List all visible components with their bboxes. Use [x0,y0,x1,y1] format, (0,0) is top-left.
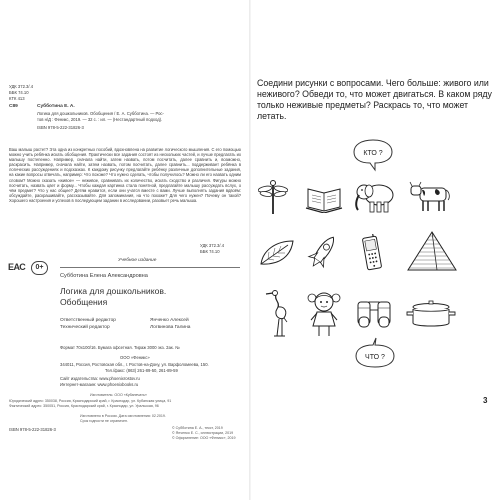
age-rating-badge: 0+ [31,261,48,275]
actual-address: Фактический адрес: 350051, Россия, Краснодарский край, г. Краснодар, ул. Уральская, 96 [9,404,159,408]
udk-code: УДК 372.3/.4 [9,84,34,89]
who-speech-bubble [352,138,394,172]
isbn-bottom: ISBN 978-5-222-31826-3 [9,427,56,432]
author-code: С89 [9,104,18,109]
edition-label: Учебное издание [118,258,157,263]
publisher-site: Сайт издательства: www.phoenixrostov.ru [60,376,140,381]
copyright-line-3: © Оформление: ООО «Феникс», 2019 [172,436,236,440]
what-speech-bubble [354,336,396,370]
cow-picture[interactable] [408,180,452,214]
bbk-short: ББК 74.10 [200,249,220,254]
book-abstract: Ваш малыш растет? Эта одна из конкретных пособий, вдохновлена на развитие логического мышления. С его помощью можно учить ребёнка искать обобщения. Практически все задания состоят из нескольких частей, и лучше предлагать их малышу постепенно. Например, сначала найти, затем назвать, потом посчитать, далее сравнить и, возможно, раскрасить. Например, сначала найти, затем назвать, потом посчитать, далее сравнить... поддерживает ребёнка в логических рассуждениях и подсказках. К каждому рисунку предлагайте ребёнку различные дополнительные задания, на какие вопросы отвечать, например: Что похоже? Что нужно сделать, чтобы получилось? Можно ли его назвать одним словом? Можно сказать «живое» — неживое, сравнивать их количество, искать сходство и различия. Фигуры можно посчитать, назвать цвет и форму... Чтобы каждая картинка стала понятной, предлагайте малышу рассуждать вслух, о чём предмет? Что у нас общее? Детям нравится, если они учатся вместе с вами. Лучше выполнять задания вдвоём: обсуждайте, раскрашивайте, рассказывайте. Для запоминания, на что похоже? Для чего нужен? Почему он такой? Хорошего настроения и успехов в последующем задании в исследовании, разовьет речь малыша. [9,147,241,203]
ktk-code: КТК 413 [9,96,25,101]
publisher-shop: Интернет-магазин: www.phoenixbooks.ru [60,382,139,387]
bibliographic-line-1: Логика для дошкольников. Обобщения / Е. А. Субботина. — Рос- [37,111,164,116]
editor-label: Ответственный редактор [60,318,116,323]
rocket-picture[interactable] [305,232,341,272]
format-line: Формат 70х100/16. Бумага офсетная. Тираж 3000 экз. Зак. № [60,345,180,350]
what-label: ЧТО ? [365,354,385,361]
who-label: КТО ? [363,150,383,157]
publisher-name: ООО «Феникс» [120,355,150,360]
bbk-code: ББК 74.10 [9,90,29,95]
publisher-address: 344011, Россия, Ростовская обл., г. Ростов-на-Дону, ул. Варфоломеева, 150. [60,362,209,367]
book-picture[interactable] [304,183,344,213]
manufacturer: Изготовитель: ООО «Кубанечать» [90,393,147,397]
girl-picture[interactable] [306,288,342,340]
tech-editor-name: Логвинова Галина [150,325,191,330]
pyramid-picture[interactable] [405,230,459,274]
author-full-name: Субботина Елена Александровна [60,273,148,279]
bibliographic-line-2: тов н/Д : Феникс, 2019. — 32 с. : ил. — (Нестандартный подход). [37,117,163,122]
editor-name: Янченко Алексей [150,318,189,323]
udk-short: УДК 372.3/.4 [200,243,225,248]
pot-picture[interactable] [405,298,457,330]
heron-picture[interactable] [262,288,290,340]
tech-editor-label: Технический редактор [60,325,110,330]
elephant-picture[interactable] [353,180,397,216]
copyright-line-2: © Янченко Е. С., иллюстрации, 2019 [172,431,234,435]
production-note: Изготовлено в России. Дата изготовления: 02.2019. [80,414,166,418]
copyright-line-1: © Субботина Е. А., текст, 2019 [172,426,223,430]
mobile-phone-picture[interactable] [360,234,384,272]
book-title-line-1: Логика для дошкольников. [60,286,167,296]
dragonfly-picture[interactable] [258,178,288,216]
task-instructions: Соедини рисунки с вопросами. Чего больше: живого или неживого? Обведи то, что может двигаться. В каком ряду только неживые предметы? Раскрась то, что может летать. [257,78,492,121]
eac-mark: ЕАС [8,262,26,272]
book-title-line-2: Обобщения [60,297,108,307]
page-number: 3 [483,396,488,405]
binoculars-picture[interactable] [354,296,394,330]
leaf-picture[interactable] [258,238,296,268]
divider [60,267,240,268]
isbn-top: ISBN 978-5-222-31826-3 [37,125,84,130]
author-heading: Субботина Е. А. [37,104,75,109]
validity-note: Срок годности не ограничен. [80,419,128,423]
publisher-phone: Тел./факс: (863) 261-89-50, 261-89-59 [105,368,178,373]
legal-address: Юридический адрес: 350038, Россия, Краснодарский край, г. Краснодар, ул. Кубанская улица, 91 [9,399,172,403]
